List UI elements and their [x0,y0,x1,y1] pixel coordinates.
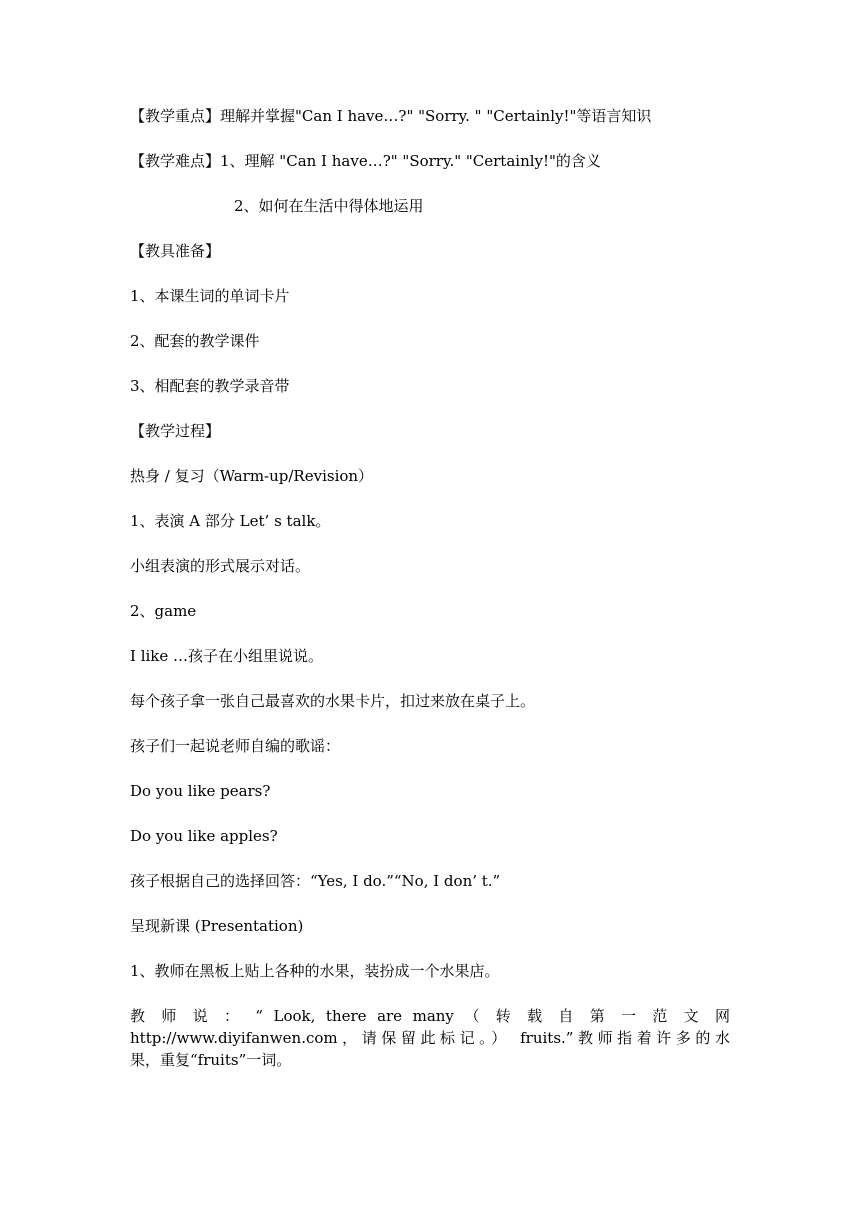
warmup-step-2: 2、game [130,602,197,620]
chant-line-pears: Do you like pears? [130,782,271,800]
presentation-teacher-says-paragraph [130,1005,730,1071]
teaching-aid-item-1: 1、本课生词的单词卡片 [130,287,290,305]
teaching-aid-item-2: 2、配套的教学课件 [130,332,260,350]
warmup-step-2-detail: I like …孩子在小组里说说。 [130,647,324,665]
teaching-aid-item-3: 3、相配套的教学录音带 [130,377,290,395]
warmup-heading: 热身 / 复习（Warm-up/Revision） [130,467,374,485]
warmup-step-1-detail: 小组表演的形式展示对话。 [130,557,311,575]
paragraph-row-2: http://www.diyifanwen.com，请保留此标记。） fruits.”教师指着许多的水 [130,1029,730,1047]
paragraph-row-1: 教 师 说 ： “ Look, there are many （ 转 载 自 第 一 范 文 网 [130,1007,730,1025]
teaching-difficulty-line-1: 【教学难点】1、理解 "Can I have…?" "Sorry." "Certainly!"的含义 [130,152,601,170]
chant-line-apples: Do you like apples? [130,827,278,845]
warmup-step-1: 1、表演 A 部分 Let’ s talk。 [130,512,331,530]
teaching-aids-heading: 【教具准备】 [130,242,221,260]
warmup-step-2-chant-intro: 孩子们一起说老师自编的歌谣： [130,737,341,755]
presentation-heading: 呈现新课 (Presentation) [130,917,304,935]
teaching-focus-line: 【教学重点】理解并掌握"Can I have…?" "Sorry. " "Certainly!"等语言知识 [130,107,652,125]
presentation-step-1: 1、教师在黑板上贴上各种的水果，装扮成一个水果店。 [130,962,500,980]
teaching-difficulty-line-2: 2、如何在生活中得体地运用 [234,197,424,215]
warmup-step-2-cards: 每个孩子拿一张自己最喜欢的水果卡片，扣过来放在桌子上。 [130,692,536,710]
chant-answer-line: 孩子根据自己的选择回答：“Yes, I do.”“No, I don’ t.” [130,872,501,890]
teaching-process-heading: 【教学过程】 [130,422,221,440]
paragraph-row-3: 果，重复“fruits”一词。 [130,1051,292,1069]
